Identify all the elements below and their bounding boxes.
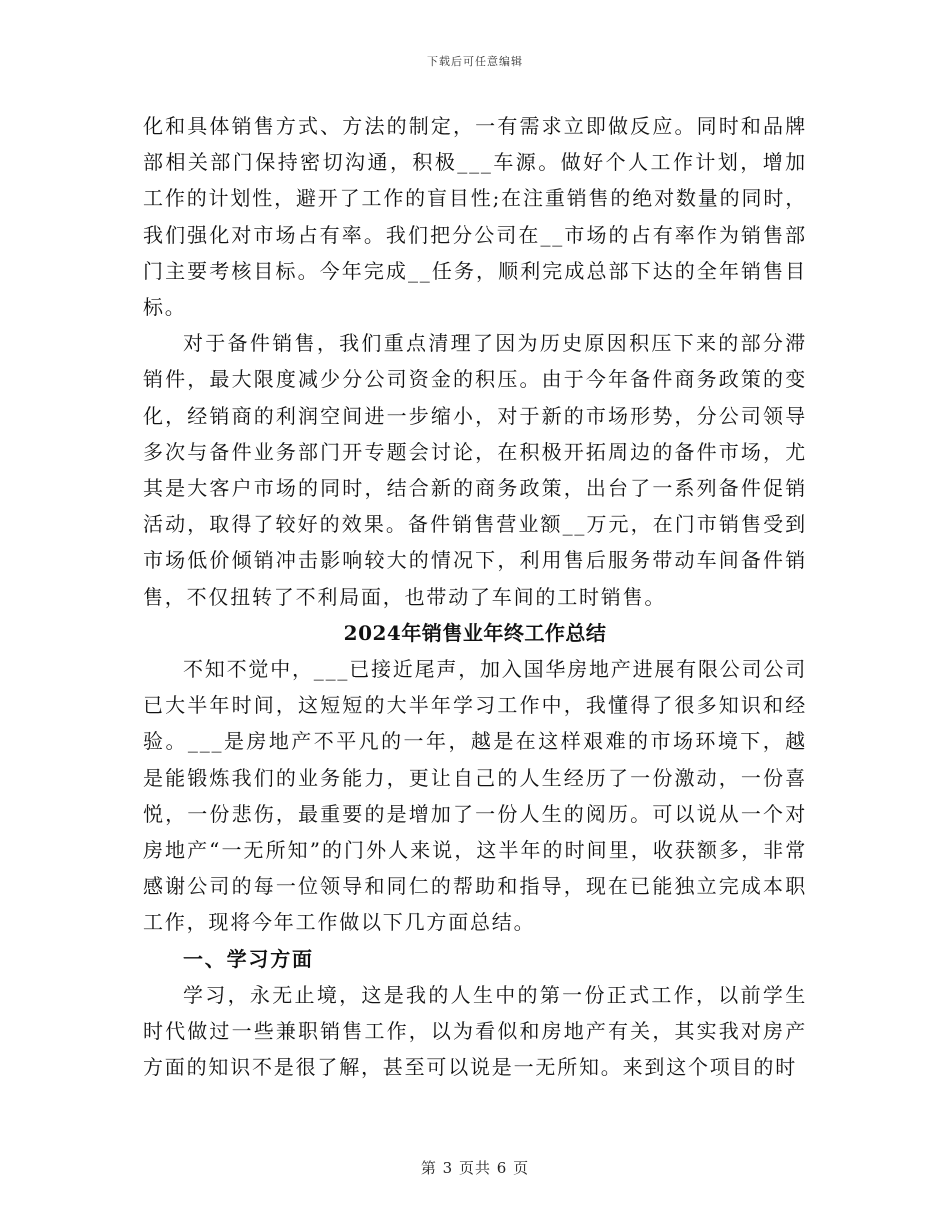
page-header: 下载后可任意编辑 bbox=[427, 55, 523, 68]
paragraph-intro: 不知不觉中，___已接近尾声，加入国华房地产进展有限公司公司已大半年时间，这短短的大半年学习工作中，我懂得了很多知识和经验。___是房地产不平凡的一年，越是在这样艰难的市场环境下，越是能锻炼我们的业务能力，更让自己的人生经历了一份激动，一份喜悦，一份悲伤，最重要的是增加了一份人生的阅历。可以说从一个对房地产“一无所知”的门外人来说，这半年的时间里，收获额多，非常感谢公司的每一位领导和同仁的帮助和指导，现在已能独立完成本职工作，现将今年工作做以下几方面总结。 bbox=[143, 657, 807, 935]
paragraph-sales-method: 化和具体销售方式、方法的制定，一有需求立即做反应。同时和品牌部相关部门保持密切沟通，积极___车源。做好个人工作计划，增加工作的计划性，避开了工作的盲目性;在注重销售的绝对数量的同时，我们强化对市场占有率。我们把分公司在__市场的占有率作为销售部门主要考核目标。今年完成__任务，顺利完成总部下达的全年销售目标。 bbox=[143, 114, 807, 320]
document-body bbox=[143, 108, 807, 1085]
paragraph-learning: 学习，永无止境，这是我的人生中的第一份正式工作，以前学生时代做过一些兼职销售工作，以为看似和房地产有关，其实我对房产方面的知识不是很了解，甚至可以说是一无所知。来到这个项目的时 bbox=[143, 982, 807, 1080]
document-title: 2024年销售业年终工作总结 bbox=[343, 620, 607, 645]
paragraph-parts-sales: 对于备件销售，我们重点清理了因为历史原因积压下来的部分滞销件，最大限度减少分公司资金的积压。由于今年备件商务政策的变化，经销商的利润空间进一步缩小，对于新的市场形势，分公司领导多次与备件业务部门开专题会讨论，在积极开拓周边的备件市场，尤其是大客户市场的同时，结合新的商务政策，出台了一系列备件促销活动，取得了较好的效果。备件销售营业额__万元，在门市销售受到市场低价倾销冲击影响较大的情况下，利用售后服务带动车间备件销售，不仅扭转了不利局面，也带动了车间的工时销售。 bbox=[143, 331, 807, 609]
page-footer: 第 3 页共 6 页 bbox=[420, 1159, 530, 1177]
section-heading-learning: 一、学习方面 bbox=[183, 946, 314, 971]
